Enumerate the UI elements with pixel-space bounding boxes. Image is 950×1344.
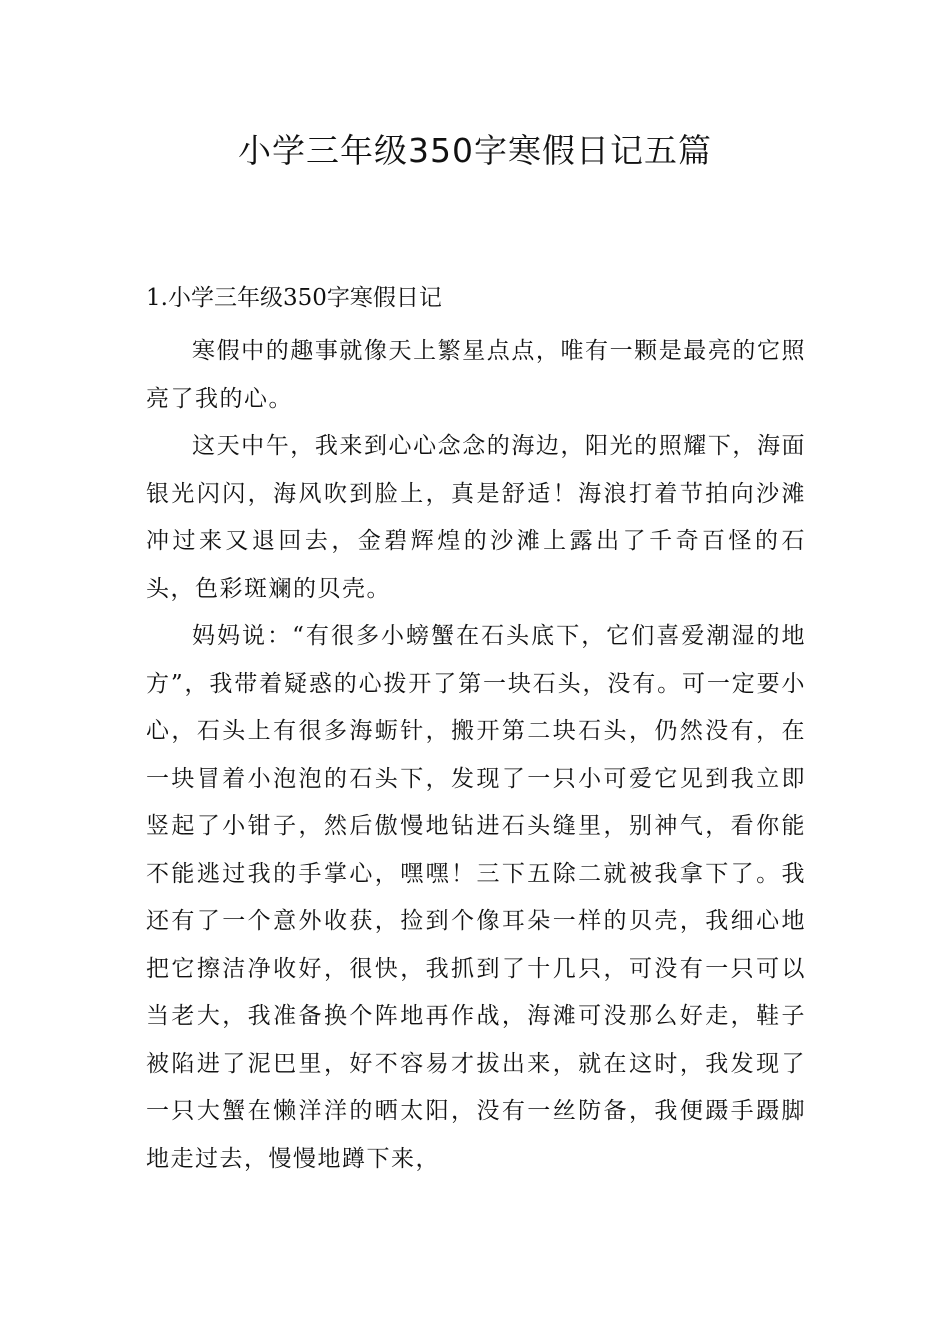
paragraph: 这天中午，我来到心心念念的海边，阳光的照耀下，海面银光闪闪，海风吹到脸上，真是舒适！海浪打着节拍向沙滩冲过来又退回去，金碧辉煌的沙滩上露出了千奇百怪的石头，色彩斑斓的贝壳。 bbox=[146, 433, 806, 602]
paragraph: 寒假中的趣事就像天上繁星点点，唯有一颗是最亮的它照亮了我的心。 bbox=[146, 338, 806, 412]
document-title: 小学三年级350字寒假日记五篇 bbox=[238, 131, 712, 170]
section-body bbox=[146, 328, 806, 1183]
paragraph: 妈妈说：“有很多小螃蟹在石头底下，它们喜爱潮湿的地方”，我带着疑惑的心拨开了第一块石头，没有。可一定要小心，石头上有很多海蛎针，搬开第二块石头，仍然没有，在一块冒着小泡泡的石头下，发现了一只小可爱它见到我立即竖起了小钳子，然后傲慢地钻进石头缝里，别神气，看你能不能逃过我的手掌心，嘿嘿！三下五除二就被我拿下了。我还有了一个意外收获，捡到个像耳朵一样的贝壳，我细心地把它擦洁净收好，很快，我抓到了十几只，可没有一只可以当老大，我准备换个阵地再作战，海滩可没那么好走，鞋子被陷进了泥巴里，好不容易才拔出来，就在这时，我发现了一只大蟹在懒洋洋的晒太阳，没有一丝防备，我便蹑手蹑脚地走过去，慢慢地蹲下来， bbox=[146, 623, 806, 1172]
section-heading: 1.小学三年级350字寒假日记 bbox=[146, 285, 442, 311]
